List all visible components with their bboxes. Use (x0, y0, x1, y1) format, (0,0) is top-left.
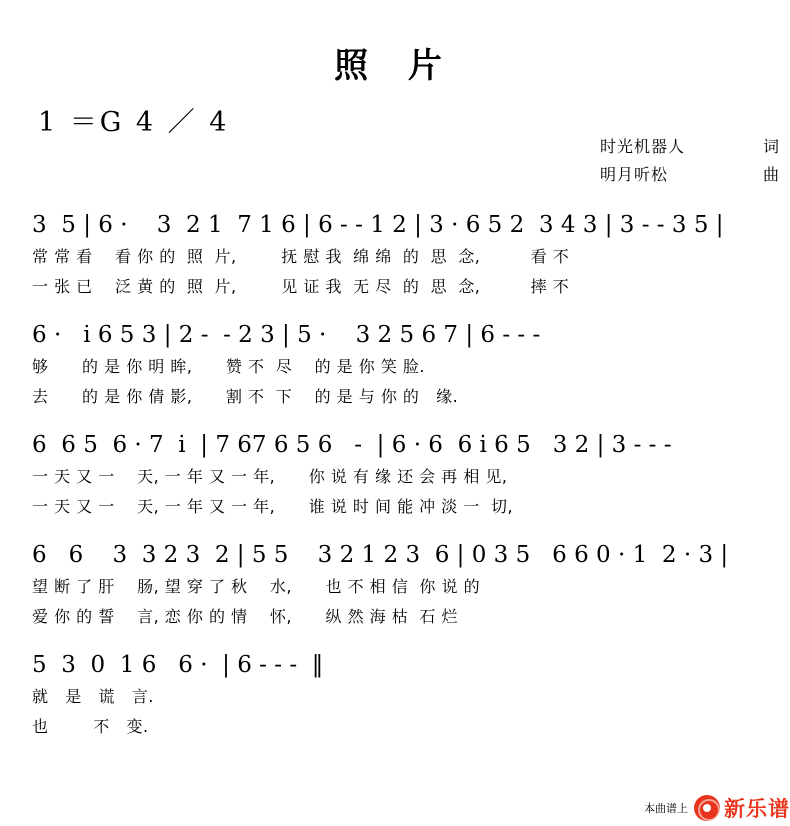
key-signature: 1 ＝G 4 ／ 4 (38, 107, 230, 138)
credit-composer-name: 明月听松 (600, 165, 669, 184)
footer-watermark (600, 793, 790, 823)
notation-line: 6 · i 6 5 3 | 2 - - 2 3 | 5 · 3 2 5 6 7 | 6 - - - (32, 322, 541, 348)
notation-line: 6 6 5 6 · 7 i | 7 67 6 5 6 - | 6 · 6 6 i 6 5 3 2 | 3 - - - (32, 432, 672, 458)
notation-line: 6 6 3 3 2 3 2 | 5 5 3 2 1 2 3 6 | 0 3 5 6 6 0 · 1 2 · 3 | (32, 542, 729, 568)
notation-line: 5 3 0 1 6 6 · | 6 - - - ‖ (32, 652, 324, 678)
credit-composer-role: 曲 (762, 165, 780, 184)
score-system-3 (32, 428, 762, 522)
lyric-line-verse1: 常 常 看 看 你 的 照 片, 抚 慰 我 绵 绵 的 思 念, 看 不 (32, 247, 570, 266)
site-logo-label: 新乐谱 (724, 797, 790, 821)
vinyl-record-icon (694, 795, 720, 821)
lyric-line-verse2: 一 天 又 一 天, 一 年 又 一 年, 谁 说 时 间 能 冲 淡 一 切, (32, 497, 514, 516)
credit-lyricist-role: 词 (762, 137, 780, 156)
credit-lyricist-name: 时光机器人 (600, 137, 686, 156)
site-logo[interactable] (694, 793, 790, 823)
credit-composer (600, 161, 780, 189)
footer-text: 本曲谱上 (644, 802, 688, 815)
lyric-line-verse2: 一 张 已 泛 黄 的 照 片, 见 证 我 无 尽 的 思 念, 摔 不 (32, 277, 570, 296)
lyric-line-verse2: 爱 你 的 誓 言, 恋 你 的 情 怀, 纵 然 海 枯 石 烂 (32, 607, 458, 626)
score-system-1 (32, 208, 762, 302)
score-system-5 (32, 648, 762, 742)
lyric-line-verse1: 就 是 谎 言. (32, 687, 154, 706)
lyric-line-verse2: 去 的 是 你 倩 影, 割 不 下 的 是 与 你 的 缘. (32, 387, 459, 406)
score-system-2 (32, 318, 762, 412)
page-title: 照 片 (334, 46, 456, 86)
lyric-line-verse1: 望 断 了 肝 肠, 望 穿 了 秋 水, 也 不 相 信 你 说 的 (32, 577, 481, 596)
credit-lyricist (600, 133, 780, 161)
lyric-line-verse2: 也 不 变. (32, 717, 149, 736)
score-system-4 (32, 538, 762, 632)
lyric-line-verse1: 够 的 是 你 明 眸, 赞 不 尽 的 是 你 笑 脸. (32, 357, 425, 376)
credits-block (600, 133, 780, 189)
lyric-line-verse1: 一 天 又 一 天, 一 年 又 一 年, 你 说 有 缘 还 会 再 相 见, (32, 467, 508, 486)
notation-line: 3 5 | 6 · 3 2 1 7 1 6 | 6 - - 1 2 | 3 · 6 5 2 3 4 3 | 3 - - 3 5 | (32, 212, 724, 238)
